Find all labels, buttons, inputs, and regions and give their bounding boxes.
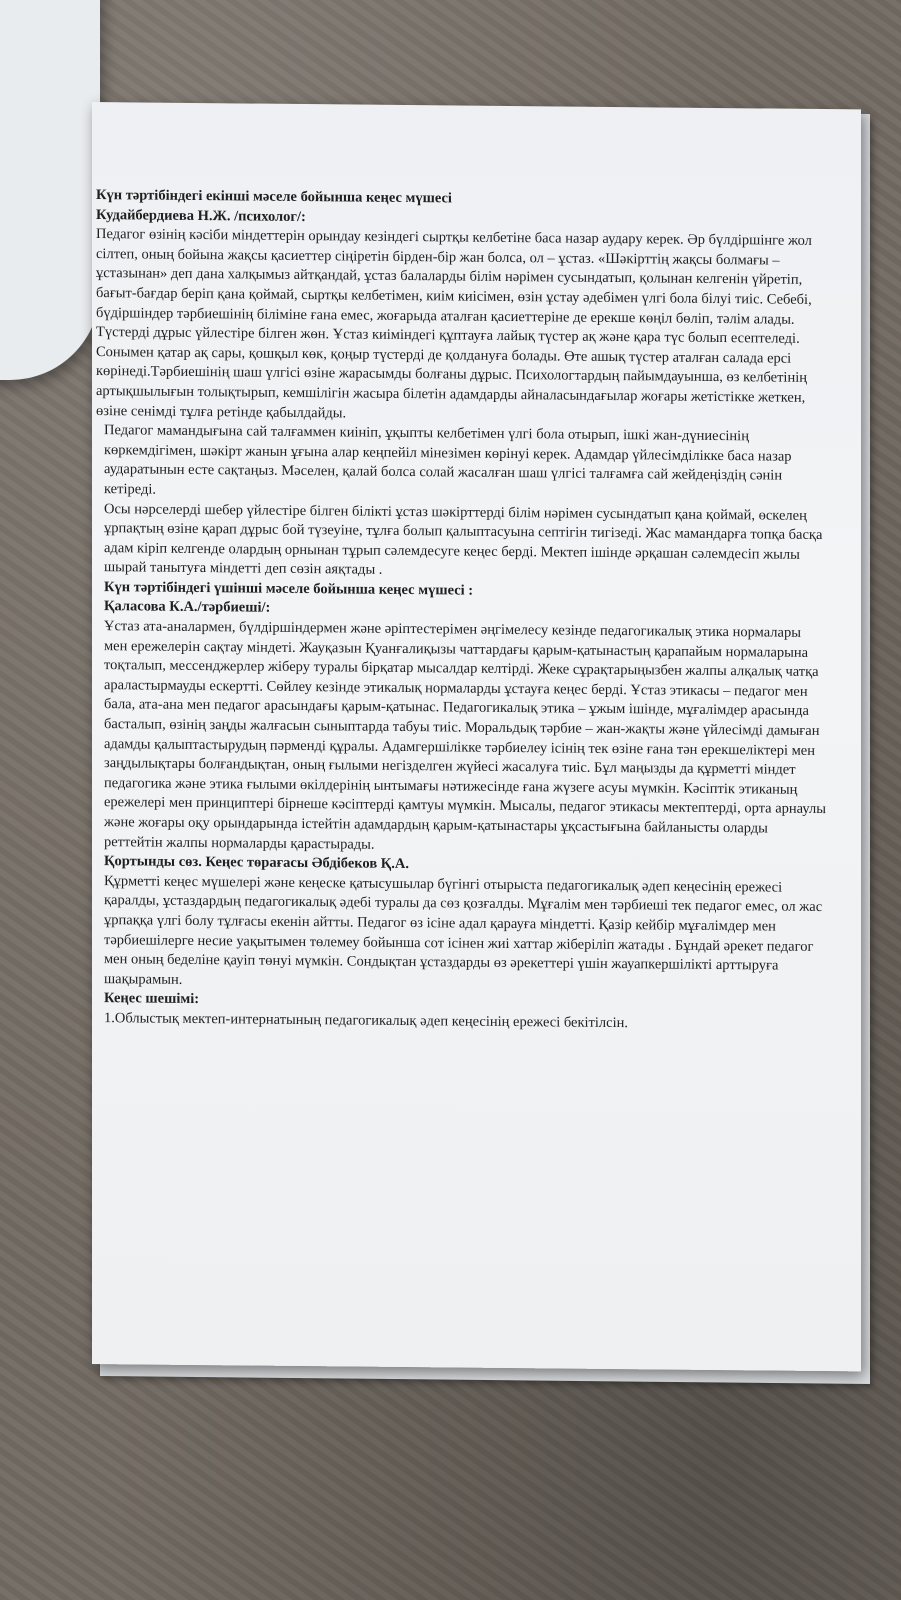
paragraph-closing: Құрметті кеңес мүшелері және кеңеске қатысушылар бүгінгі отырыста педагогикалық әдеп кеңесінің ережесі қаралды, ұстаздардың педагогикалық әдебі туралы да сөз қозғалды. Мұғалім мен тәрбиеші тек педагог емес, ол жас ұрпаққа үлгі болу тұлғасы екенін айтты. Педагог өз ісіне адал қарауға міндетті. Қазір кейбір мұғалімдер мен тәрбиешілерге несие уақытымен төлемеу бойынша сот ісінен жиі хаттар жіберіліп жатады . Бұндай әрекет педагог мен оның беделіне қауіп төнуі мүмкін. Сондықтан ұстаздарды өз әрекеттері үшін жауапкершілікті арттыруға шақырамын. xyxy=(104,872,823,988)
decision-heading: Кеңес шешімі: xyxy=(104,990,200,1008)
paragraph-harmony: Осы нәрселерді шебер үйлестіре білген білікті ұстаз шәкірттерді білім нәрімен сусындатып қана қоймай, өскелең ұрпақтың өзіне қарап дұрыс бой түзеуіне, тұлға болып қалыптасуына септігін тигізеді. Жас мамандарға топқа басқа адам кіріп келгенде олардың орнынан тұрып сәлемдесуге кеңес берді. Мектеп ішінде әрқашан сәлемдесіп жылы шырай танытуға міндетті деп сөзін аяқтады . xyxy=(104,500,823,579)
agenda-heading-second: Күн тәртібіндегі екінші мәселе бойынша кеңес мүшесі xyxy=(96,187,452,207)
paragraph-ethics: Ұстаз ата-аналармен, бүлдіршіндермен және әріптестерімен әңгімелесу кезінде педагогикалық этика нормалары мен ережелерін сақтау міндеті. Жауқазын Қуанғалиқызы чаттардағы қарым-қатынастың қарапайым нормаларына тоқталып, мессенджерлер жіберу туралы бірқатар мысалдар келтірді. Жеке сұрақтарыңызбен жалпы алқалық чатқа араластырмауды ескертті. Сөйлеу кезінде этикалық нормаларды ұстауға кеңес берді. Ұстаз этикасы – педагог мен бала, ата-ана мен педагог арасындағы қарым-қатынас. Педагогикалық этика – ұжым ішінде, мұғалімдер арасында басталып, өзінің заңды жалғасын сыныптарда табуы тиіс. Моральдық тәрбие – жан-жақты және үйлесімді дамыған адамды қалыптастырудың пәрменді құралы. Адамгершілікке тәрбиелеу ісінің тек өзіне ғана тән ерекшеліктері мен заңдылықтары болғандықтан, оның ғылыми негізделген жүйесі жасалуға тиіс. Бұл маңызды да құрметті міндет педагогика және этика ғылыми өкілдерінің ынтымағы нәтижесінде ғана жүзеге асуы мүмкін. Кәсіптік этиканың ережелері мен принциптері бірнеше кәсіптерді қамтуы мүмкін. Мысалы, педагог этикасы мектептерді, орта арнаулы және жоғары оқу орындарында істейтін адамдардың қарым-қатынастары ұқсастығына байланысты оларды реттейтін жалпы нормаларды қарастырады. xyxy=(104,618,826,853)
document-page xyxy=(92,102,861,1371)
paragraph-appearance: Педагог өзінің кәсіби міндеттерін орындау кезіндегі сыртқы келбетіне баса назар аудару керек. Әр бүлдіршінге жол сілтеп, оның бойына жақсы қасиеттер сіңіретін бірден-бір жан болса, ол – ұстаз. «Шәкірттің жақсы болмағы – ұстазынан» деп дана халқымыз айтқандай, ұстаз балаларды білім нәрімен сусындатып, қолынан келгенін үйретіп, бағыт-бағдар беріп қана қоймай, сыртқы келбетімен, киім киісімен, өзін ұстау әдебімен үлгі бола білуі тиіс. Себебі, бүдіршіндер тәрбиешінің біліміне ғана емес, жоғарыда аталған қасиеттеріне де ерекше көңіл бөліп, тәлім алады. Түстерді дұрыс үйлестіре білген жөн. Ұстаз киіміндегі құптауға лайық түстер ақ және қара түс болып есептеледі. Сонымен қатар ақ сары, қошқыл көк, қоңыр түстерді де қолдануға болады. Өте ашық түстер аталған салада ерсі көрінеді.Тәрбиешінің шаш үлгісі өзіне жарасымды болғаны дұрыс. Психологтардың пайымдауынша, өз келбетінің артықшылығын толықтырып, кемшілігін жасыра білетін адамдарды айналасындағылар жоғары жетістікке жеткен, өзіне сенімді тұлға ретінде қабылдайды. xyxy=(96,226,812,421)
document-text xyxy=(96,186,826,1036)
speaker-kudaiberdieva: Кудайбердиева Н.Ж. /психолог/: xyxy=(96,206,306,225)
decision-item-1: 1.Облыстық мектеп-интернатының педагогикалық әдеп кеңесінің ережесі бекітілсін. xyxy=(104,1010,629,1032)
agenda-heading-third: Күн тәртібіндегі үшінші мәселе бойынша кеңес мүшесі : xyxy=(104,578,474,599)
paragraph-taste: Педагог мамандығына сай талғаммен киініп, ұқыпты келбетімен үлгі бола отырып, ішкі жан-дүниесінің көркемдігімен, шәкірт жанын ұғына алар кеңпейіл мінезімен көрінуі керек. Адамдар үйлесімділікке баса назар аударатынын есте сақтаңыз. Мәселен, қалай болса солай жасалған шаш үлгісі талғамға сай жейдеңіздің сәнін кетіреді. xyxy=(104,422,792,498)
speaker-kalasova: Қаласова К.А./тәрбиеші/: xyxy=(104,598,271,617)
closing-heading: Қортынды сөз. Кеңес төрағасы Әбдібеков Қ.А. xyxy=(104,853,410,873)
background-page xyxy=(0,0,100,380)
